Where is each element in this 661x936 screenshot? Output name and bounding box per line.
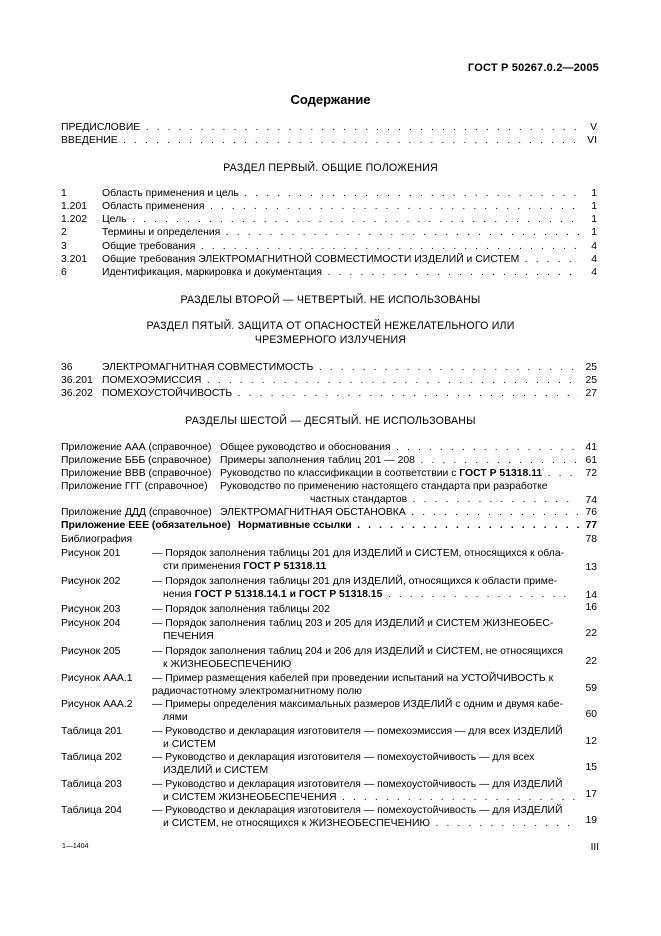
standard-reference: ГОСТ Р 51318.11: [459, 468, 543, 479]
toc-entry-page: 4: [591, 241, 597, 252]
toc-entry-figure[interactable]: [61, 672, 597, 698]
toc-entry-text: ПРЕДИСЛОВИЕ . . .: [61, 121, 579, 134]
toc-entry-page: 1: [591, 214, 597, 225]
toc-entry-appendix[interactable]: [61, 480, 597, 506]
toc-entry-figure[interactable]: [61, 645, 597, 671]
toc-entry-number: 3.201: [61, 254, 88, 265]
toc-entry-text: Область применения . . .: [102, 200, 579, 213]
page-number: III: [590, 842, 599, 853]
toc-entry[interactable]: [61, 361, 597, 374]
toc-entry-appendix[interactable]: [61, 506, 597, 519]
appendix-label: Приложение ВВВ (справочное): [61, 468, 212, 479]
toc-entry-line: ИЗДЕЛИЙ и СИСТЕМ: [163, 765, 269, 776]
toc-entry-text: ВВЕДЕНИЕ . . .: [61, 134, 579, 147]
document-code: ГОСТ Р 50267.0.2—2005: [467, 62, 599, 74]
section-heading: РАЗДЕЛЫ ШЕСТОЙ — ДЕСЯТЫЙ. НЕ ИСПОЛЬЗОВАНЫ: [185, 415, 476, 427]
toc-entry-page: 1: [591, 201, 597, 212]
toc-entry-appendix[interactable]: [61, 467, 597, 480]
figure-label: Рисунок ААА.1: [61, 673, 133, 684]
toc-entry-text: ПОМЕХОУСТОЙЧИВОСТЬ . . .: [102, 387, 579, 400]
toc-entry-text-part: нения: [163, 589, 195, 600]
toc-entry-line: [152, 560, 575, 573]
figure-label: Рисунок 201: [61, 548, 121, 559]
toc-entry-page: 13: [585, 562, 597, 573]
toc-entry-number: 1.201: [61, 201, 88, 212]
toc-entry-line: лями: [163, 712, 188, 723]
toc-entry-page: 1: [591, 188, 597, 199]
section-heading-continued: ЧРЕЗМЕРНОГО ИЗЛУЧЕНИЯ: [254, 334, 407, 346]
table-label: Таблица 201: [61, 726, 122, 737]
toc-entry-page: 1: [591, 227, 597, 238]
toc-entry-line: — Примеры определения максимальных размеров ИЗДЕЛИЙ с одним и двумя кабе-: [152, 699, 563, 710]
toc-entry-number: 36: [61, 362, 73, 373]
toc-entry[interactable]: [61, 240, 597, 253]
toc-entry[interactable]: [61, 266, 597, 279]
toc-entry-table[interactable]: [61, 751, 597, 777]
toc-entry-page: VI: [587, 135, 597, 146]
toc-entry-page: 27: [585, 388, 597, 399]
toc-entry-text: [152, 672, 575, 698]
toc-entry-page: 4: [591, 254, 597, 265]
toc-entry-page: 72: [585, 468, 597, 479]
toc-entry[interactable]: [61, 374, 597, 387]
toc-entry-text: ЭЛЕКТРОМАГНИТНАЯ СОВМЕСТИМОСТЬ . . .: [102, 361, 579, 374]
toc-entry-page: 22: [585, 628, 597, 639]
toc-entry-page: 59: [585, 683, 597, 694]
toc-entry-text: Область применения и цель . . .: [102, 187, 579, 200]
toc-entry[interactable]: [61, 187, 597, 200]
toc-entry[interactable]: [61, 253, 597, 266]
toc-entry-text: [152, 751, 575, 777]
toc-entry-page: 41: [585, 442, 597, 453]
toc-entry-text: Цель . . .: [102, 213, 579, 226]
toc-entry-table[interactable]: [61, 778, 597, 804]
toc-entry-text: Общие требования ЭЛЕКТРОМАГНИТНОЙ СОВМЕСТИМОСТИ ИЗДЕЛИЙ и СИСТЕМ . . .: [102, 253, 579, 266]
toc-entry-text: Идентификация, маркировка и документация . . .: [102, 266, 579, 279]
figure-label: Рисунок 205: [61, 646, 121, 657]
toc-entry-text: Общие требования . . .: [102, 240, 579, 253]
toc-entry-page: 78: [585, 534, 597, 545]
print-code: 1—1404: [62, 843, 89, 850]
toc-entry-number: 6: [61, 267, 67, 278]
standard-reference: ГОСТ Р 51318.14.1 и ГОСТ Р 51318.15: [194, 589, 383, 600]
toc-entry-number: 36.201: [61, 375, 93, 386]
toc-entry-text: [220, 467, 579, 480]
toc-entry-figure[interactable]: [61, 575, 597, 601]
bibliography-label: Библиография: [61, 534, 133, 545]
toc-entry-figure[interactable]: [61, 698, 597, 724]
toc-entry-page: 12: [585, 736, 597, 747]
table-label: Таблица 204: [61, 805, 122, 816]
toc-entry-line: [152, 588, 575, 601]
toc-entry-appendix[interactable]: [61, 441, 597, 454]
toc-entry-page: 25: [585, 362, 597, 373]
toc-entry-text: [152, 617, 575, 643]
toc-entry-line: — Порядок заполнения таблиц 203 и 205 для ИЗДЕЛИЙ и СИСТЕМ ЖИЗНЕОБЕС-: [152, 618, 554, 629]
toc-entry-line: — Руководство и декларация изготовителя — помехоустойчивость — для всех: [152, 752, 535, 763]
toc-entry-page: 16: [585, 602, 597, 613]
toc-entry-text: [152, 547, 575, 573]
toc-entry[interactable]: [61, 134, 597, 147]
toc-entry-bibliography[interactable]: [61, 533, 597, 546]
toc-entry[interactable]: [61, 213, 597, 226]
toc-entry-line: и СИСТЕМ, не относящихся к ЖИЗНЕОБЕСПЕЧЕНИЮ . . .: [152, 817, 575, 830]
toc-entry-line: — Порядок заполнения таблиц 204 и 206 для ИЗДЕЛИЙ и СИСТЕМ, не относящихся: [152, 646, 564, 657]
toc-entry-number: 1.202: [61, 214, 88, 225]
toc-entry-line: и СИСТЕМ: [163, 739, 216, 750]
table-label: Таблица 202: [61, 752, 122, 763]
toc-entry-page: 61: [585, 455, 597, 466]
toc-entry-page: 76: [585, 507, 597, 518]
standard-reference: ГОСТ Р 51318.11: [243, 561, 327, 572]
toc-entry-text: [220, 480, 575, 506]
toc-entry-text: [152, 804, 575, 830]
toc-entry-page: 25: [585, 375, 597, 386]
appendix-label: Приложение ГГГ (справочное): [61, 481, 208, 492]
toc-entry-text: [152, 645, 575, 671]
appendix-label: Приложение ЕЕЕ (обязательное): [61, 520, 231, 531]
page-title: Содержание: [290, 92, 371, 107]
toc-entry-line: Руководство по применению настоящего стандарта при разработке: [220, 481, 548, 492]
toc-entry-page: 14: [585, 590, 597, 601]
toc-entry-figure[interactable]: [61, 617, 597, 643]
toc-entry-text: [152, 725, 575, 751]
toc-entry-page: 19: [585, 815, 597, 826]
toc-entry-text: Термины и определения . . .: [102, 226, 579, 239]
toc-entry-figure[interactable]: [61, 603, 597, 616]
toc-entry-line: радиочастотному электромагнитному полю: [152, 686, 362, 697]
toc-entry-line: — Порядок заполнения таблицы 202: [152, 604, 330, 615]
toc-entry-table[interactable]: [61, 725, 597, 751]
toc-entry[interactable]: [61, 121, 597, 134]
toc-entry-page: 74: [585, 495, 597, 506]
figure-label: Рисунок 202: [61, 576, 121, 587]
toc-entry-page: 77: [585, 520, 597, 531]
toc-entry-text: ЭЛЕКТРОМАГНИТНАЯ ОБСТАНОВКА . . .: [220, 506, 579, 519]
toc-entry-text: [152, 575, 575, 601]
toc-entry-number: 36.202: [61, 388, 93, 399]
figure-label: Рисунок 203: [61, 604, 121, 615]
toc-entry-page: V: [590, 122, 597, 133]
toc-entry-text: Общее руководство и обоснования . . .: [220, 441, 579, 454]
figure-label: Рисунок 204: [61, 618, 121, 629]
toc-entry[interactable]: [61, 200, 597, 213]
toc-entry-appendix[interactable]: [61, 454, 597, 467]
toc-entry-text: [152, 603, 575, 616]
toc-entry-page: 15: [585, 762, 597, 773]
toc-entry-line: — Руководство и декларация изготовителя — помехоустойчивость — для ИЗДЕЛИЙ: [152, 805, 563, 816]
toc-entry-line: — Руководство и декларация изготовителя — помехоустойчивость — для ИЗДЕЛИЙ: [152, 779, 563, 790]
toc-entry-line: частных стандартов . . .: [220, 493, 575, 506]
toc-entry-page: 4: [591, 267, 597, 278]
toc-entry-line: и СИСТЕМ ЖИЗНЕОБЕСПЕЧЕНИЯ . . .: [152, 791, 575, 804]
section-heading: РАЗДЕЛЫ ВТОРОЙ — ЧЕТВЕРТЫЙ. НЕ ИСПОЛЬЗОВАНЫ: [180, 294, 481, 306]
toc-entry-line: — Пример размещения кабелей при проведении испытаний на УСТОЙЧИВОСТЬ к: [152, 673, 554, 684]
appendix-label: Приложение ААА (справочное): [61, 442, 212, 453]
toc-entry-text: Нормативные ссылки . . .: [238, 519, 579, 532]
toc-entry-number: 1: [61, 188, 67, 199]
toc-entry-appendix[interactable]: [61, 519, 597, 532]
table-label: Таблица 203: [61, 779, 122, 790]
toc-entry-text: Примеры заполнения таблиц 201 — 208 . . .: [220, 454, 579, 467]
toc-entry[interactable]: [61, 387, 597, 400]
toc-entry-number: 2: [61, 227, 67, 238]
toc-entry-number: 3: [61, 241, 67, 252]
toc-entry-line: ПЕЧЕНИЯ: [163, 631, 214, 642]
figure-label: Рисунок ААА.2: [61, 699, 133, 710]
toc-entry-text-part: Руководство по классификации в соответствии с: [220, 468, 460, 479]
appendix-label: Приложение БББ (справочное): [61, 455, 212, 466]
toc-entry[interactable]: [61, 226, 597, 239]
section-heading: РАЗДЕЛ ПЕРВЫЙ. ОБЩИЕ ПОЛОЖЕНИЯ: [223, 162, 438, 174]
toc-entry-page: 22: [585, 656, 597, 667]
toc-entry-text-part: сти применения: [163, 561, 244, 572]
toc-entry-line: — Порядок заполнения таблицы 201 для ИЗДЕЛИЙ и СИСТЕМ, относящихся к обла-: [152, 548, 565, 559]
toc-entry-text: ПОМЕХОЭМИССИЯ . . .: [102, 374, 579, 387]
toc-entry-figure[interactable]: [61, 547, 597, 573]
toc-entry-line: к ЖИЗНЕОБЕСПЕЧЕНИЮ: [163, 659, 292, 670]
toc-entry-page: 17: [585, 789, 597, 800]
appendix-label: Приложение ДДД (справочное): [61, 507, 212, 518]
toc-entry-text: [152, 698, 575, 724]
toc-entry-line: — Порядок заполнения таблицы 201 для ИЗДЕЛИЙ, относящихся к области приме-: [152, 576, 558, 587]
toc-entry-page: 60: [585, 709, 597, 720]
section-heading: РАЗДЕЛ ПЯТЫЙ. ЗАЩИТА ОТ ОПАСНОСТЕЙ НЕЖЕЛАТЕЛЬНОГО ИЛИ: [146, 320, 515, 332]
toc-entry-text: [152, 778, 575, 804]
toc-entry-table[interactable]: [61, 804, 597, 830]
toc-entry-line: — Руководство и декларация изготовителя — помехоэмиссия — для всех ИЗДЕЛИЙ: [152, 726, 563, 737]
